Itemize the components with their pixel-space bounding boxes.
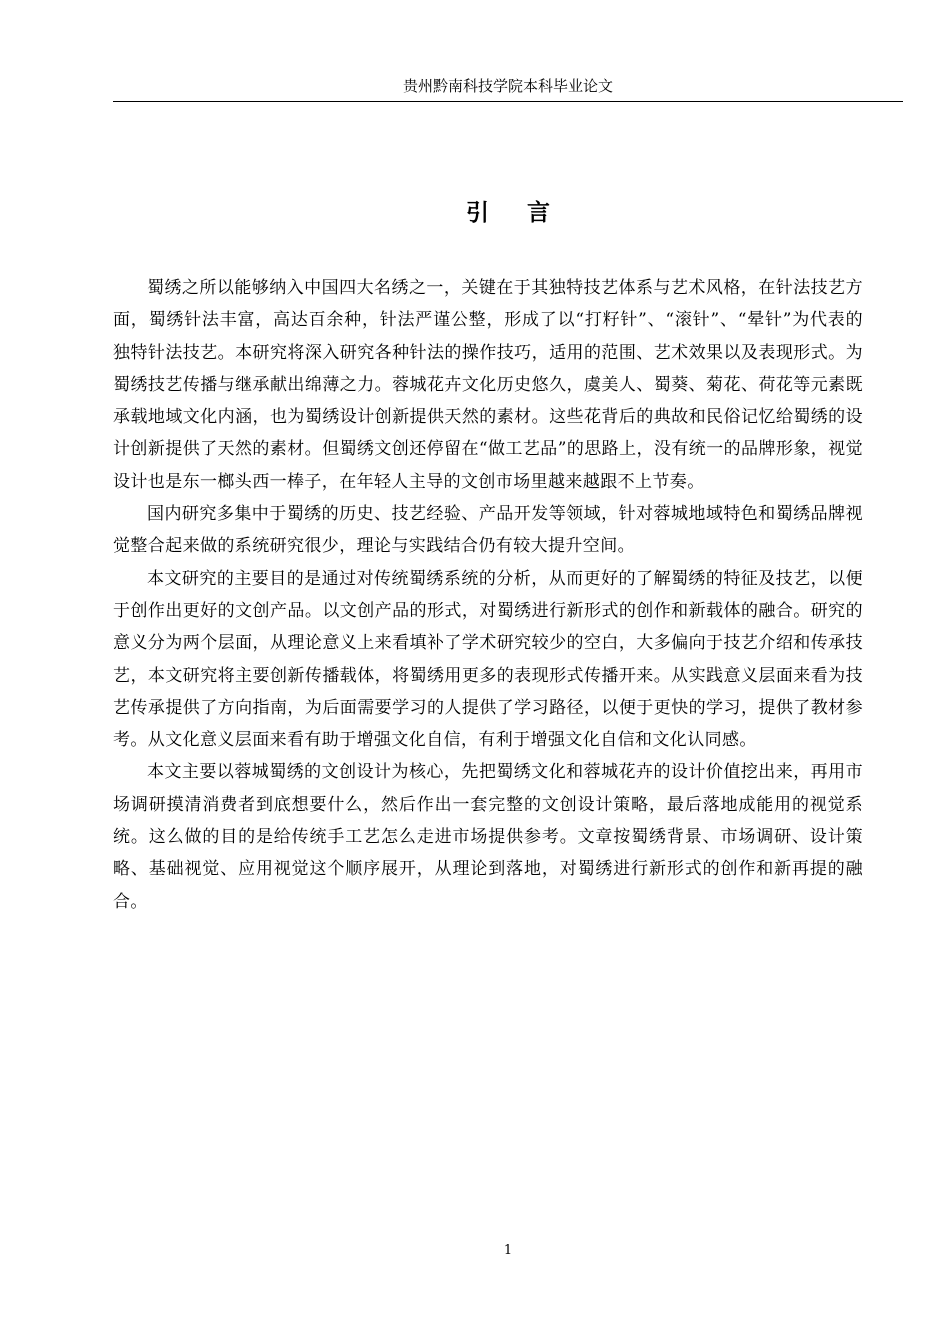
paragraph-3: 本文研究的主要目的是通过对传统蜀绣系统的分析，从而更好的了解蜀绣的特征及技艺，以便于创作出更好的文创产品。以文创产品的形式，对蜀绣进行新形式的创作和新载体的融合。研究的意义分为两个层面，从理论意义上来看填补了学术研究较少的空白，大多偏向于技艺介绍和传承技艺，本文研究将主要创新传播载体，将蜀绣用更多的表现形式传播开来。从实践意义层面来看为技艺传承提供了方向指南，为后面需要学习的人提供了学习路径，以便于更快的学习，提供了教材参考。从文化意义层面来看有助于增强文化自信，有利于增强文化自信和文化认同感。: [113, 568, 863, 751]
header-rule: [113, 101, 903, 102]
body-text: [113, 272, 863, 918]
section-title: 引言: [466, 199, 588, 226]
page-number: 1: [503, 1243, 513, 1258]
paragraph-2: 国内研究多集中于蜀绣的历史、技艺经验、产品开发等领域，针对蓉城地域特色和蜀绣品牌视觉整合起来做的系统研究很少，理论与实践结合仍有较大提升空间。: [113, 504, 863, 557]
paragraph-1: 蜀绣之所以能够纳入中国四大名绣之一，关键在于其独特技艺体系与艺术风格，在针法技艺方面，蜀绣针法丰富，高达百余种，针法严谨公整，形成了以“打籽针”、“滚针”、“晕针”为代表的独特针法技艺。本研究将深入研究各种针法的操作技巧，适用的范围、艺术效果以及表现形式。为蜀绣技艺传播与继承献出绵薄之力。蓉城花卉文化历史悠久，虞美人、蜀葵、菊花、荷花等元素既承载地域文化内涵，也为蜀绣设计创新提供天然的素材。这些花背后的典故和民俗记忆给蜀绣的设计创新提供了天然的素材。但蜀绣文创还停留在“做工艺品”的思路上，没有统一的品牌形象，视觉设计也是东一榔头西一棒子，在年轻人主导的文创市场里越来越跟不上节奏。: [113, 278, 863, 492]
running-header: 贵州黔南科技学院本科毕业论文: [402, 77, 613, 95]
paragraph-4: 本文主要以蓉城蜀绣的文创设计为核心，先把蜀绣文化和蓉城花卉的设计价值挖出来，再用市场调研摸清消费者到底想要什么，然后作出一套完整的文创设计策略，最后落地成能用的视觉系统。这么做的目的是给传统手工艺怎么走进市场提供参考。文章按蜀绣背景、市场调研、设计策略、基础视觉、应用视觉这个顺序展开，从理论到落地，对蜀绣进行新形式的创作和新再提的融合。: [113, 762, 863, 912]
